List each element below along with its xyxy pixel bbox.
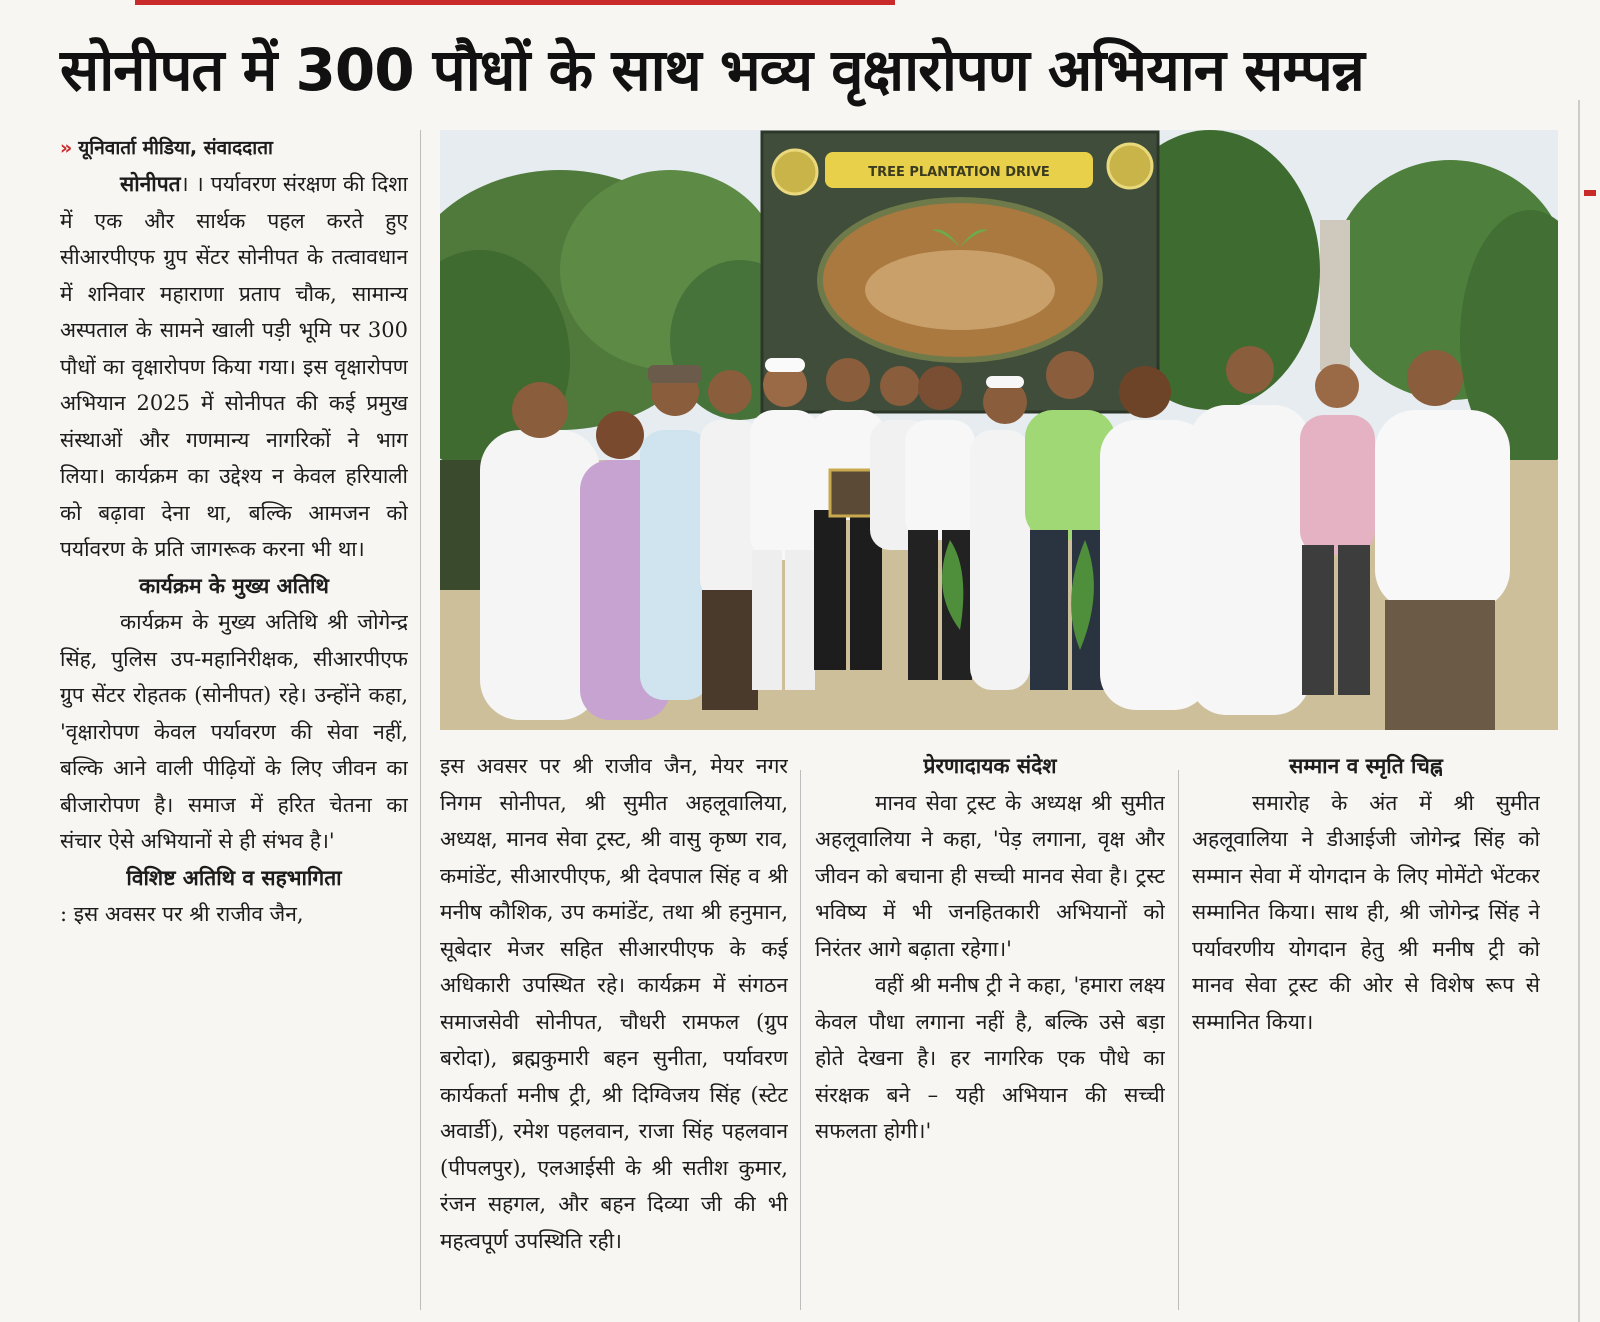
section-heading-chief-guest: कार्यक्रम के मुख्य अतिथि bbox=[139, 572, 329, 598]
section-heading-inspiring-message: प्रेरणादायक संदेश bbox=[923, 753, 1057, 778]
column-4 bbox=[1192, 748, 1540, 1310]
byline-marker-icon: » bbox=[60, 137, 73, 159]
intro-paragraph bbox=[60, 166, 408, 568]
column-2 bbox=[440, 748, 788, 1310]
column-rule bbox=[800, 770, 801, 1310]
byline bbox=[60, 130, 408, 166]
section-text-chief-guest: कार्यक्रम के मुख्य अतिथि श्री जोगेन्द्र सिंह, पुलिस उप-महानिरीक्षक, सीआरपीएफ ग्रुप सेंटर रोहतक (सोनीपत) रहे। उन्होंने कहा, 'वृक्षारोपण केवल पर्यावरण की सेवा नहीं, बल्कि आने वाली पीढ़ियों के लिए जीवन का बीजारोपण है। समाज में हरित चेतना का संचार ऐसे अभियानों से ही संभव है।' bbox=[60, 610, 408, 853]
event-photo bbox=[440, 130, 1558, 730]
section-text-manish-tree-quote: वहीं श्री मनीष ट्री ने कहा, 'हमारा लक्ष्य केवल पौधा लगाना नहीं है, बल्कि उसे बड़ा होते देखना है। हर नागरिक एक पौधे का संरक्षक बने – यही अभियान की सच्ची सफलता होगी।' bbox=[815, 973, 1165, 1143]
adjacent-article-edge bbox=[1578, 100, 1600, 1322]
masthead-red-rule bbox=[135, 0, 895, 5]
dateline-separator: । । bbox=[180, 172, 211, 196]
section-heading-honour: सम्मान व स्मृति चिह्न bbox=[1289, 753, 1443, 778]
banner-board bbox=[762, 132, 1158, 412]
section-text-special-guests-start: : इस अवसर पर श्री राजीव जैन, bbox=[60, 902, 304, 926]
headline: सोनीपत में 300 पौधों के साथ भव्य वृक्षारोपण अभियान सम्पन्न bbox=[60, 36, 1364, 104]
column-3 bbox=[815, 748, 1165, 1310]
byline-text: यूनिवार्ता मीडिया, संवाददाता bbox=[78, 137, 273, 159]
column-1 bbox=[60, 130, 408, 1310]
column-rule bbox=[1178, 770, 1179, 1310]
section-text-honour: समारोह के अंत में श्री सुमीत अहलूवालिया ने डीआईजी जोगेन्द्र सिंह को सम्मान सेवा में योगदान के लिए मोमेंटो भेंटकर सम्मानित किया। साथ ही, श्री जोगेन्द्र सिंह ने पर्यावरणीय योगदान हेतु श्री मनीष ट्री को मानव सेवा ट्रस्ट की ओर से विशेष रूप से सम्मानित किया। bbox=[1192, 790, 1540, 1034]
intro-text: पर्यावरण संरक्षण की दिशा में एक और सार्थक पहल करते हुए सीआरपीएफ ग्रुप सेंटर सोनीपत के तत्वावधान में शनिवार महाराणा प्रताप चौक, सामान्य अस्पताल के सामने खाली पड़ी भूमि पर 300 पौधों का वृक्षारोपण किया गया। इस वृक्षारोपण अभियान 2025 में सोनीपत की कई प्रमुख संस्थाओं और गणमान्य नागरिकों ने भाग लिया। कार्यक्रम का उद्देश्य न केवल हरियाली को बढ़ावा देना था, बल्कि आमजन को पर्यावरण के प्रति जागरूक करना भी था। bbox=[60, 172, 408, 561]
section-heading-special-guests: विशिष्ट अतिथि व सहभागिता bbox=[126, 864, 342, 890]
section-text-inspiring-message: मानव सेवा ट्रस्ट के अध्यक्ष श्री सुमीत अहलूवालिया ने कहा, 'पेड़ लगाना, वृक्ष और जीवन को बचाना ही सच्ची मानव सेवा है। ट्रस्ट भविष्य में भी जनहितकारी अभियानों को निरंतर आगे बढ़ाता रहेगा।' bbox=[815, 790, 1165, 961]
banner-text: TREE PLANTATION DRIVE bbox=[868, 165, 1050, 180]
column-rule bbox=[420, 130, 421, 1310]
section-text-special-guests: इस अवसर पर श्री राजीव जैन, मेयर नगर निगम सोनीपत, श्री सुमीत अहलूवालिया, अध्यक्ष, मानव सेवा ट्रस्ट, श्री वासु कृष्ण राव, कमांडेंट, सीआरपीएफ, श्री देवपाल सिंह व श्री मनीष कौशिक, उप कमांडेंट, तथा श्री हनुमान, सूबेदार मेजर सहित सीआरपीएफ के कई अधिकारी उपस्थित रहे। कार्यक्रम में संगठन समाजसेवी सोनीपत, चौधरी रामफल (ग्रुप बरोदा), ब्रह्मकुमारी बहन सुनीता, पर्यावरण कार्यकर्ता मनीष ट्री, श्री दिग्विजय सिंह (स्टेट अवार्डी), रमेश पहलवान, राजा सिंह पहलवान (पीपलपुर), एलआईसी के श्री सतीश कुमार, रंजन सहगल, और बहन दिव्या जी की भी महत्वपूर्ण उपस्थिति रही। bbox=[440, 754, 788, 1253]
dateline: सोनीपत bbox=[120, 171, 181, 196]
